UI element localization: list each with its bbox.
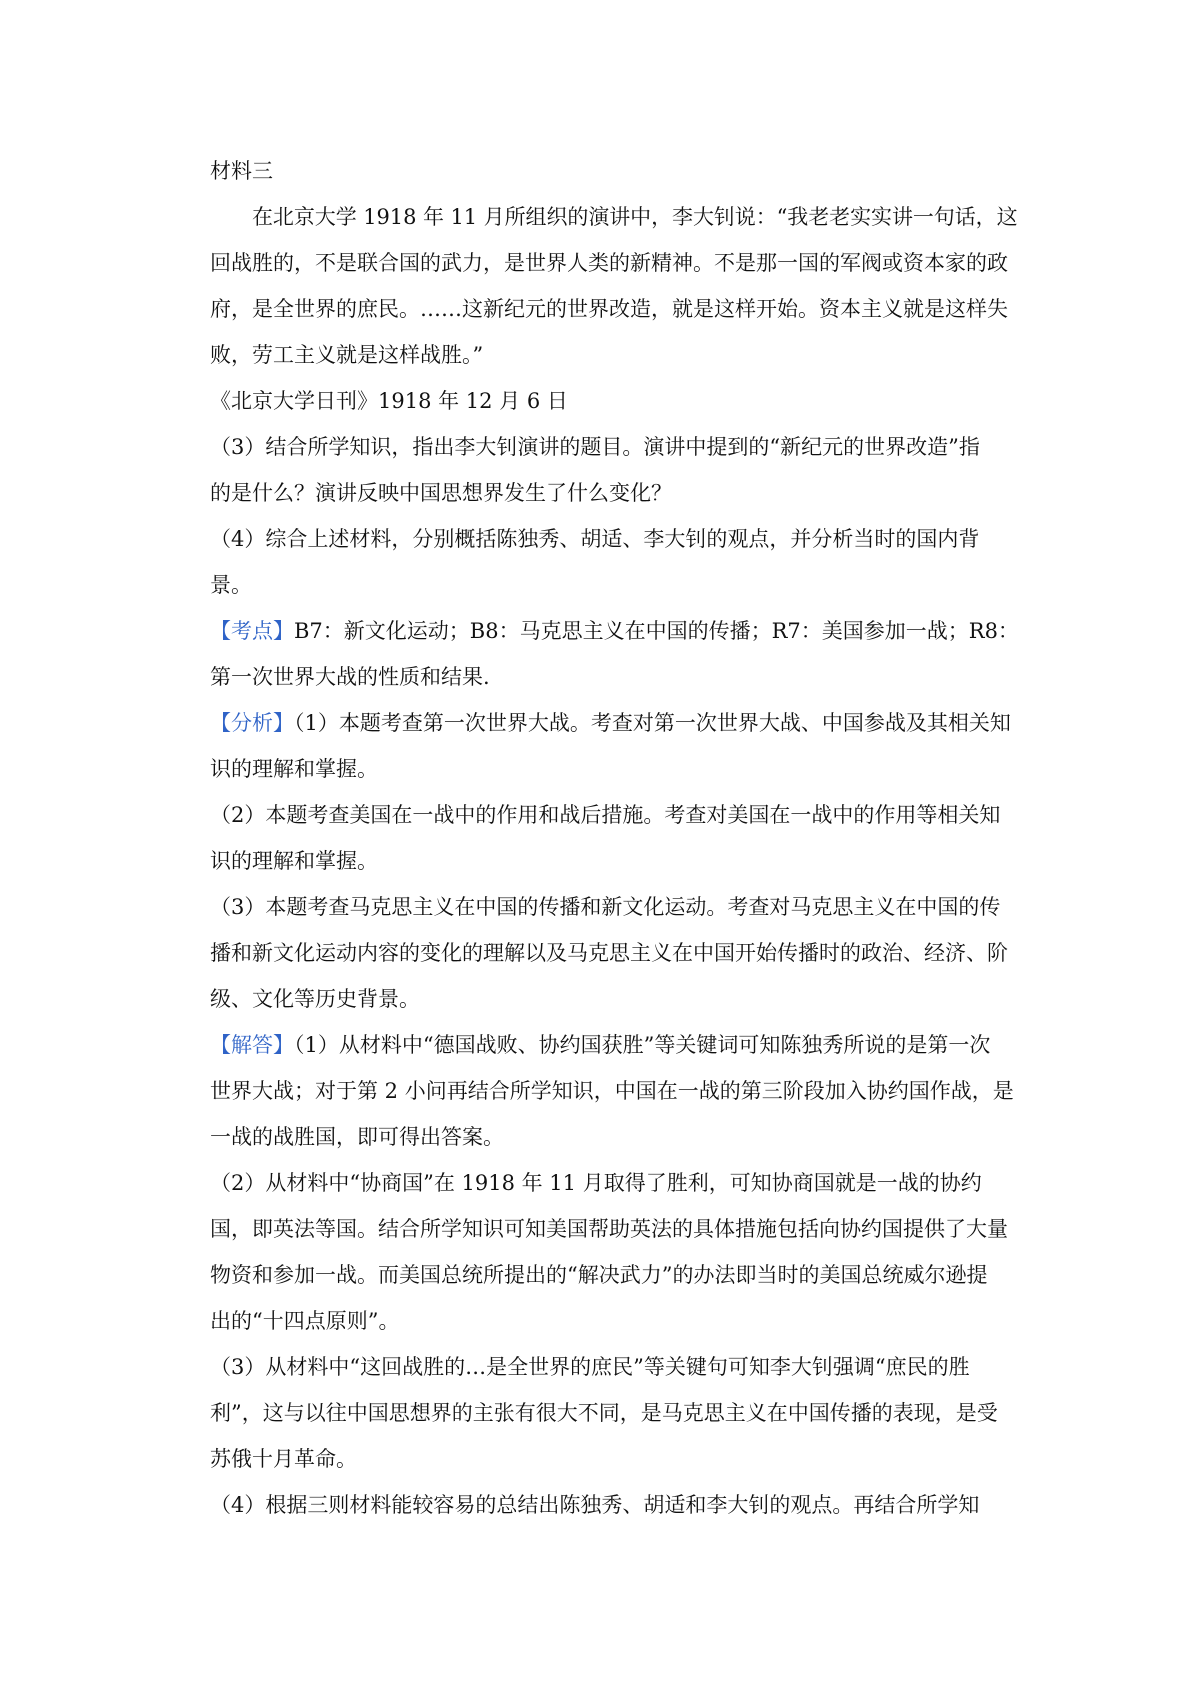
fenxi-line: 识的理解和掌握。 <box>210 757 378 781</box>
quote-line: 府，是全世界的庶民。……这新纪元的世界改造，就是这样开始。资本主义就是这样失 <box>210 297 1008 321</box>
jieda-line: 物资和参加一战。而美国总统所提出的“解决武力”的办法即当时的美国总统威尔逊提 <box>210 1263 988 1287</box>
question-line: 的是什么？演讲反映中国思想界发生了什么变化？ <box>210 481 672 505</box>
quote-line: 回战胜的，不是联合国的武力，是世界人类的新精神。不是那一国的军阀或资本家的政 <box>210 251 1008 275</box>
jieda-line: 世界大战；对于第 2 小问再结合所学知识，中国在一战的第三阶段加入协约国作战，是 <box>210 1079 1014 1103</box>
jieda-line: （3）从材料中“这回战胜的…是全世界的庶民”等关键句可知李大钊强调“庶民的胜 <box>210 1355 970 1379</box>
fenxi-line: （2）本题考查美国在一战中的作用和战后措施。考查对美国在一战中的作用等相关知 <box>210 803 1001 827</box>
fenxi-line: 级、文化等历史背景。 <box>210 987 420 1011</box>
quote-line: 败，劳工主义就是这样战胜。” <box>210 343 484 367</box>
jieda-line: 出的“十四点原则”。 <box>210 1309 400 1333</box>
jieda-line: 利”，这与以往中国思想界的主张有很大不同，是马克思主义在中国传播的表现，是受 <box>210 1401 998 1425</box>
jieda-line: （4）根据三则材料能较容易的总结出陈独秀、胡适和李大钊的观点。再结合所学知 <box>210 1493 980 1517</box>
jieda-section <box>210 1022 1020 1528</box>
fenxi-line: （3）本题考查马克思主义在中国的传播和新文化运动。考查对马克思主义在中国的传 <box>210 895 1001 919</box>
jieda-line: 苏俄十月革命。 <box>210 1447 357 1471</box>
jieda-line: 一战的战胜国，即可得出答案。 <box>210 1125 504 1149</box>
fenxi-section <box>210 700 1020 1022</box>
jieda-tag: 【解答】 <box>210 1033 294 1057</box>
kaodian-section <box>210 608 1020 700</box>
jieda-line <box>210 1022 1020 1068</box>
quote-line: 在北京大学 1918 年 11 月所组织的演讲中，李大钊说：“我老老实实讲一句话，这 <box>252 205 1018 229</box>
fenxi-text: （1）本题考查第一次世界大战。考查对第一次世界大战、中国参战及其相关知 <box>294 711 1011 735</box>
fenxi-tag: 【分析】 <box>210 711 294 735</box>
question-4 <box>210 516 1020 608</box>
jieda-line: 国，即英法等国。结合所学知识可知美国帮助英法的具体措施包括向协约国提供了大量 <box>210 1217 1008 1241</box>
fenxi-line: 识的理解和掌握。 <box>210 849 378 873</box>
document-page <box>210 148 1020 1528</box>
kaodian-text: B7：新文化运动；B8：马克思主义在中国的传播；R7：美国参加一战；R8： <box>294 619 1019 643</box>
question-line: （3）结合所学知识，指出李大钊演讲的题目。演讲中提到的“新纪元的世界改造”指 <box>210 435 980 459</box>
material-source: 《北京大学日刊》1918 年 12 月 6 日 <box>210 389 568 413</box>
question-line: 景。 <box>210 573 252 597</box>
question-line: （4）综合上述材料，分别概括陈独秀、胡适、李大钊的观点，并分析当时的国内背 <box>210 527 980 551</box>
material-heading: 材料三 <box>210 159 273 183</box>
kaodian-line: 第一次世界大战的性质和结果. <box>210 665 490 689</box>
fenxi-line <box>210 700 1020 746</box>
kaodian-tag: 【考点】 <box>210 619 294 643</box>
fenxi-line: 播和新文化运动内容的变化的理解以及马克思主义在中国开始传播时的政治、经济、阶 <box>210 941 1008 965</box>
material-quote <box>210 194 1020 378</box>
question-3 <box>210 424 1020 516</box>
kaodian-line <box>210 608 1020 654</box>
jieda-line: （2）从材料中“协商国”在 1918 年 11 月取得了胜利，可知协商国就是一战的协约 <box>210 1171 982 1195</box>
jieda-text: （1）从材料中“德国战败、协约国获胜”等关键词可知陈独秀所说的是第一次 <box>294 1033 991 1057</box>
